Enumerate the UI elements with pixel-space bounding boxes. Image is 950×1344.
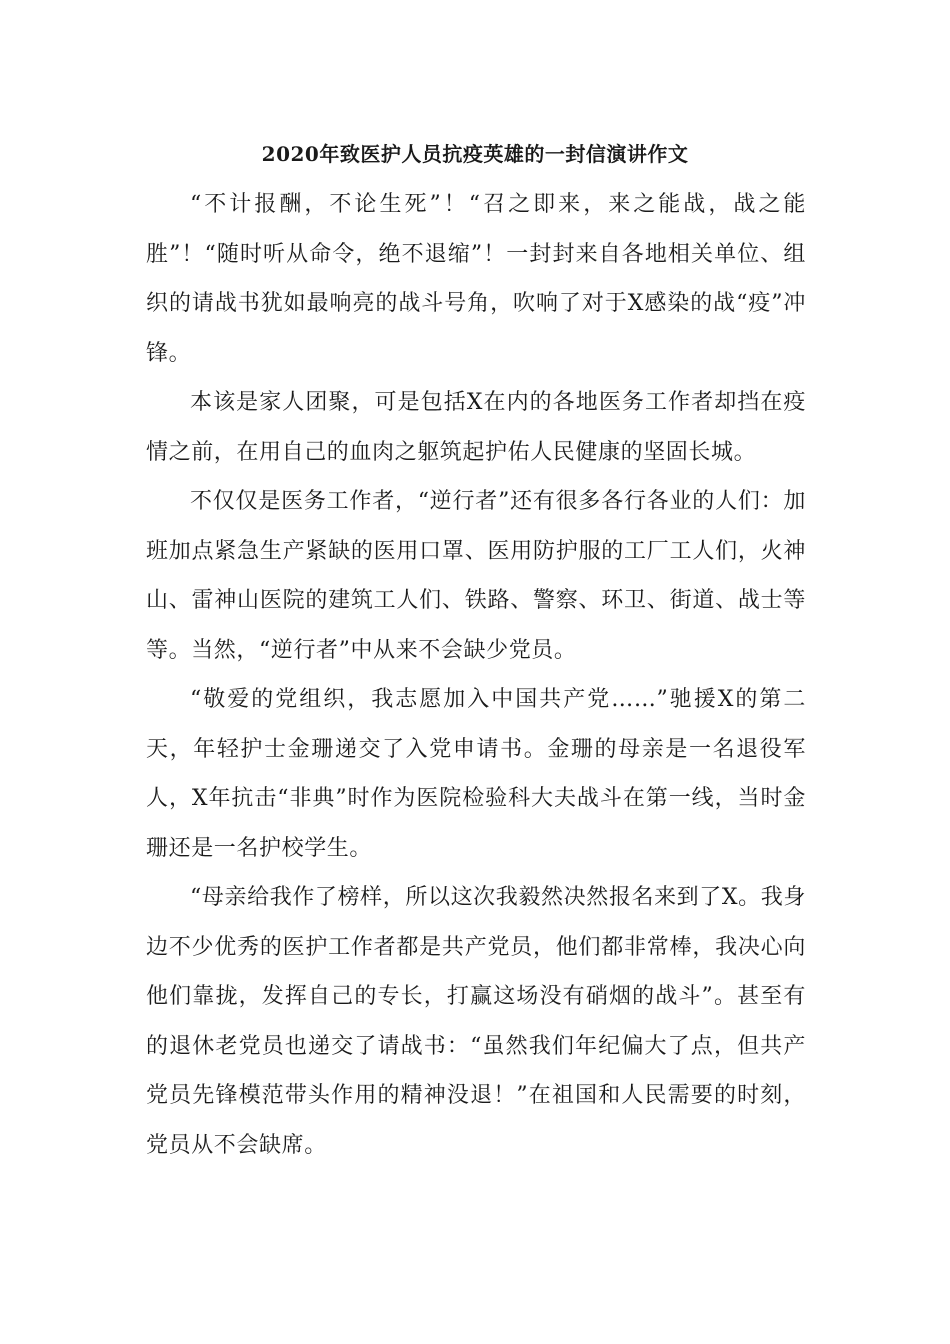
paragraph-3: 不仅仅是医务工作者，“逆行者”还有很多各行各业的人们：加班加点紧急生产紧缺的医用口罩、医用防护服的工厂工人们，火神山、雷神山医院的建筑工人们、铁路、警察、环卫、街道、战士等等。当然，“逆行者”中从来不会缺少党员。 <box>146 489 806 663</box>
paragraph-4: “敬爱的党组织，我志愿加入中国共产党……”驰援X的第二天，年轻护士金珊递交了入党申请书。金珊的母亲是一名退役军人，X年抗击“非典”时作为医院检验科大夫战斗在第一线，当时金珊还是一名护校学生。 <box>146 687 806 861</box>
paragraph-2: 本该是家人团聚，可是包括X在内的各地医务工作者却挡在疫情之前，在用自己的血肉之躯筑起护佑人民健康的坚固长城。 <box>146 390 806 465</box>
document-body <box>146 180 806 1170</box>
paragraph-5: “母亲给我作了榜样，所以这次我毅然决然报名来到了X。我身边不少优秀的医护工作者都是共产党员，他们都非常棒，我决心向他们靠拢，发挥自己的专长，打赢这场没有硝烟的战斗”。甚至有的退休老党员也递交了请战书：“虽然我们年纪偏大了点，但共产党员先锋模范带头作用的精神没退！”在祖国和人民需要的时刻，党员从不会缺席。 <box>146 885 806 1158</box>
document-title: 2020年致医护人员抗疫英雄的一封信演讲作文 <box>261 142 689 166</box>
paragraph-1: “不计报酬，不论生死”！“召之即来，来之能战，战之能胜”！“随时听从命令，绝不退缩”！一封封来自各地相关单位、组织的请战书犹如最响亮的战斗号角，吹响了对于X感染的战“疫”冲锋。 <box>146 192 806 366</box>
